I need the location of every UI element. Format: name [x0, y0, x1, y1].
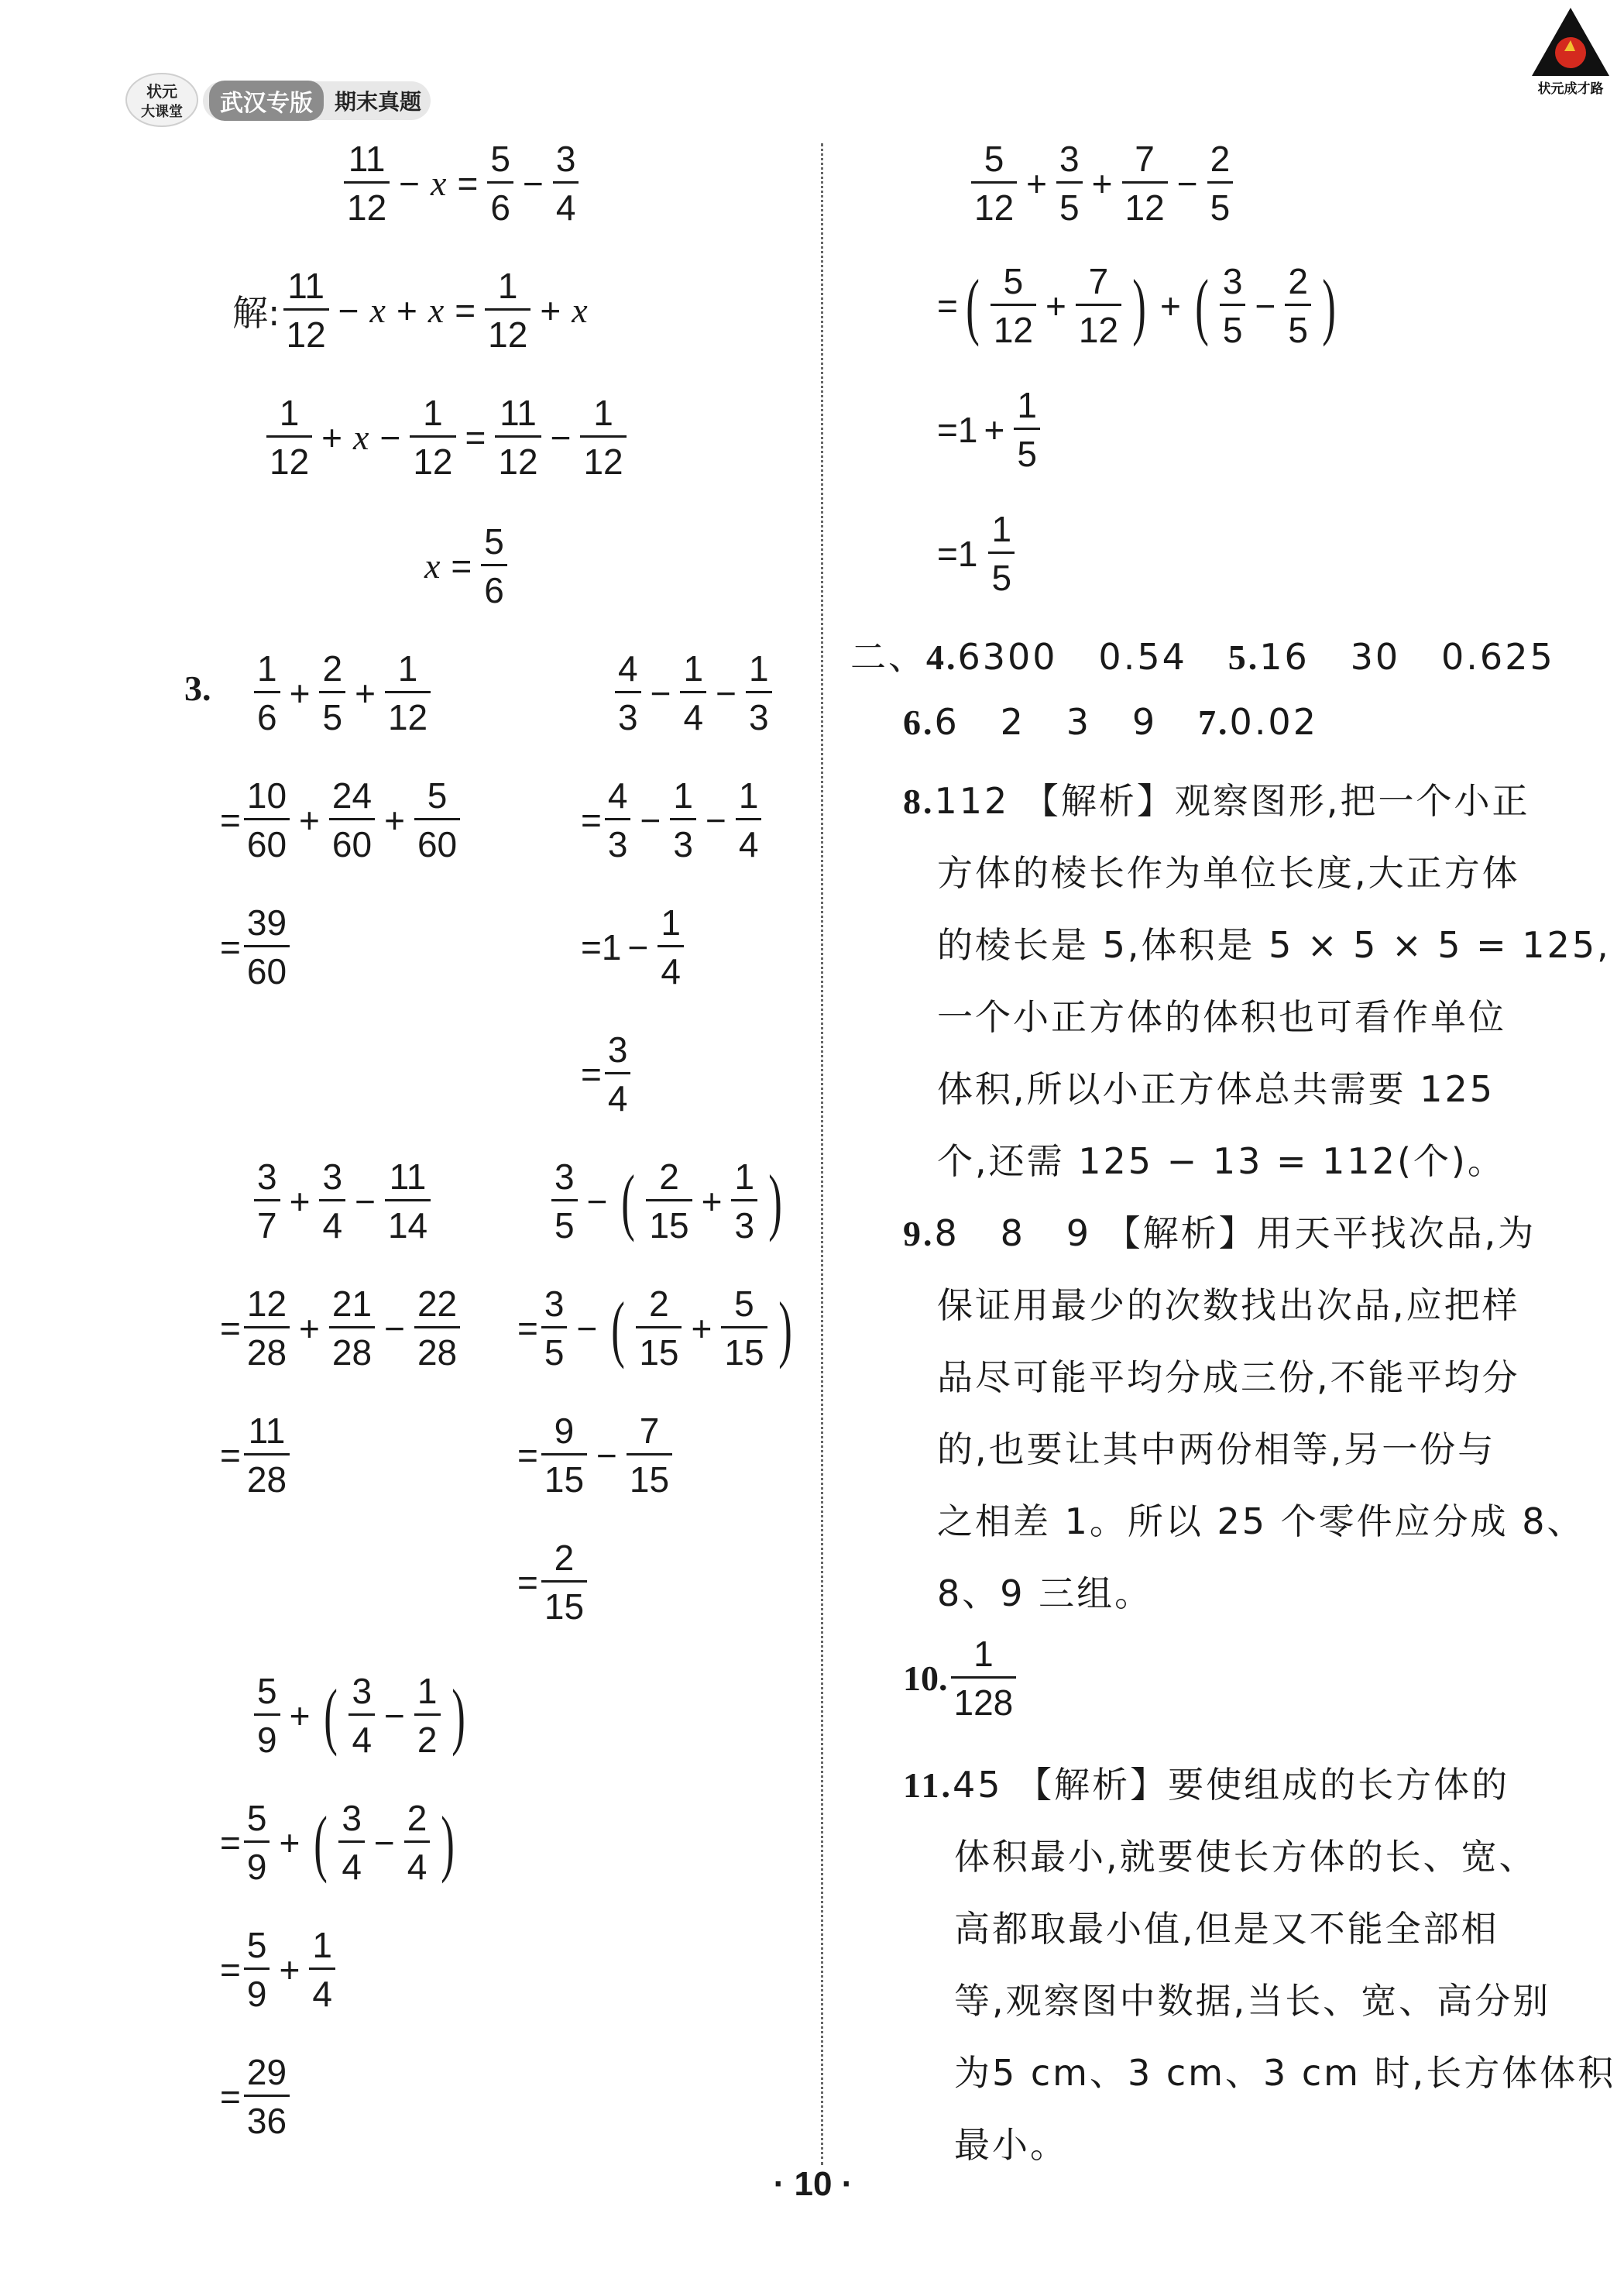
fraction: $\frac{1}{12}$ — [485, 268, 530, 352]
answer-8-line: 个,还需 125 − 13 = 112(个)。 — [937, 1140, 1506, 1182]
problem-5-line-3: = $\frac{5}{9}$ + $\frac{1}{4}$ — [220, 1927, 338, 2012]
fraction: $\frac{5}{6}$ — [487, 141, 513, 225]
answer-9-line: 9.8 8 9 【解析】用天平找次品,为 — [903, 1212, 1536, 1254]
answer-9-line: 之相差 1。所以 25 个零件应分成 8、 — [937, 1500, 1585, 1542]
brand-logo — [124, 71, 200, 129]
problem-4-result: = $\frac{2}{15}$ — [517, 1540, 590, 1624]
question-number: 3. — [184, 668, 211, 708]
answer-11-line: 为5 cm、3 cm、3 cm 时,长方体体积 — [954, 2052, 1616, 2094]
answer-8-line: 一个小正方体的体积也可看作单位 — [937, 996, 1506, 1038]
answer-8-line: 方体的棱长作为单位长度,大正方体 — [937, 852, 1520, 894]
fraction: 11 12 — [283, 268, 329, 352]
problem-4-line-2: = $\frac{3}{5}$ − ( 2 15 + $\frac{5}{15}$ ) — [517, 1284, 792, 1373]
problem-2-result: = $\frac{3}{4}$ — [581, 1032, 633, 1116]
fraction: 11 12 — [344, 141, 390, 225]
answer-11-line: 11.45 【解析】要使组成的长方体的 — [903, 1764, 1510, 1806]
answer-8-line: 的棱长是 5,体积是 5 × 5 × 5 = 125, — [937, 924, 1611, 966]
page-number: · 10 · — [773, 2165, 853, 2203]
answer-11-line: 等,观察图中数据,当长、宽、高分别 — [954, 1980, 1551, 2022]
svg-text:状元: 状元 — [146, 82, 177, 101]
answer-9-line: 的,也要让其中两份相等,另一份与 — [937, 1428, 1496, 1470]
answer-9-line: 品尽可能平均分成三份,不能平均分 — [937, 1356, 1520, 1398]
answer-10: 10. 1 128 — [903, 1636, 1019, 1720]
answer-4-5: 二、4.6300 0.54 5.16 30 0.625 — [850, 636, 1555, 678]
region-tag: 武汉专版 — [209, 81, 324, 121]
answer-11-line: 体积最小,就要使长方体的长、宽、 — [954, 1836, 1537, 1878]
equation-line-2: 解: 11 12 − x + x = $\frac{1}{12}$ + x — [232, 266, 588, 355]
exam-type-tag: 期末真题 — [335, 89, 422, 115]
answer-8-line: 体积,所以小正方体总共需要 125 — [937, 1068, 1495, 1110]
right-problem-line-2: = ( 5 12 + $\frac{7}{12}$ ) + ( 3 5 − $\frac{2}{5}$ ) — [937, 261, 1336, 350]
svg-text:大课堂: 大课堂 — [141, 104, 183, 120]
fraction: $\frac{1}{12}$ — [410, 395, 455, 479]
problem-2-line-2: = $\frac{4}{3}$ − $\frac{1}{3}$ − $\frac{1}{4}$ — [581, 778, 764, 862]
right-problem-line-1: 5 12 + $\frac{3}{5}$ + $\frac{7}{12}$ − $\frac{2}{5}$ — [968, 141, 1236, 225]
fraction: 1 12 — [266, 395, 312, 479]
problem-4-line-1: 3 5 − ( 2 15 + $\frac{1}{3}$ ) — [548, 1159, 790, 1243]
answer-8-line: 8.112 【解析】观察图形,把一个小正 — [903, 780, 1530, 822]
problem-1-line-2: = $\frac{10}{60}$ + $\frac{24}{60}$ + $\frac{5}{60}$ — [220, 778, 463, 862]
equation-line-3: 1 12 + x − $\frac{1}{12}$ = $\frac{11}{12}$ − $\frac{1}{12}$ — [263, 395, 630, 479]
answer-6-7: 6.6 2 3 9 7.0.02 — [903, 701, 1318, 743]
problem-1-line-1: 1 6 + $\frac{2}{5}$ + $\frac{1}{12}$ — [251, 651, 434, 735]
problem-5-line-1: 5 9 + ( 3 4 − $\frac{1}{2}$ ) — [251, 1673, 472, 1758]
fraction: $\frac{11}{12}$ — [495, 395, 541, 479]
problem-2-line-1: 4 3 − $\frac{1}{4}$ − $\frac{1}{3}$ — [612, 651, 775, 735]
answer-9-line: 8、9 三组。 — [937, 1572, 1153, 1614]
answer-11-line: 最小。 — [954, 2124, 1068, 2166]
problem-4-line-3: = $\frac{9}{15}$ − $\frac{7}{15}$ — [517, 1413, 675, 1497]
equation-line-1: 11 12 − x = $\frac{5}{6}$ − $\frac{3}{4}$ — [341, 141, 582, 225]
equation-line-4: x = $\frac{5}{6}$ — [420, 524, 510, 608]
right-problem-result: = 1 1 5 — [937, 511, 1018, 596]
publisher-logo — [1527, 5, 1614, 98]
problem-5-line-2: = $\frac{5}{9}$ + ( 3 4 − $\frac{2}{4}$ ) — [220, 1798, 455, 1887]
fraction: $\frac{1}{12}$ — [580, 395, 626, 479]
answer-11-line: 高都取最小值,但是又不能全部相 — [954, 1908, 1499, 1950]
answer-9-line: 保证用最少的次数找出次品,应把样 — [937, 1284, 1520, 1326]
fraction: $\frac{5}{6}$ — [481, 524, 507, 608]
problem-2-line-3: = 1 − $\frac{1}{4}$ — [581, 905, 687, 989]
svg-text:状元成才路: 状元成才路 — [1537, 81, 1604, 97]
problem-3-result: = $\frac{11}{28}$ — [220, 1413, 293, 1497]
header-badge — [203, 81, 431, 120]
problem-5-result: = $\frac{29}{36}$ — [220, 2054, 293, 2139]
column-divider — [821, 143, 823, 2165]
fraction: $\frac{3}{4}$ — [553, 141, 579, 225]
right-problem-line-3: = 1 + $\frac{1}{5}$ — [937, 387, 1043, 472]
problem-3-line-2: = $\frac{12}{28}$ + $\frac{21}{28}$ − $\frac{22}{28}$ — [220, 1286, 463, 1370]
problem-1-result: = $\frac{39}{60}$ — [220, 905, 293, 989]
problem-3-line-1: 3 7 + $\frac{3}{4}$ − $\frac{11}{14}$ — [251, 1159, 434, 1243]
